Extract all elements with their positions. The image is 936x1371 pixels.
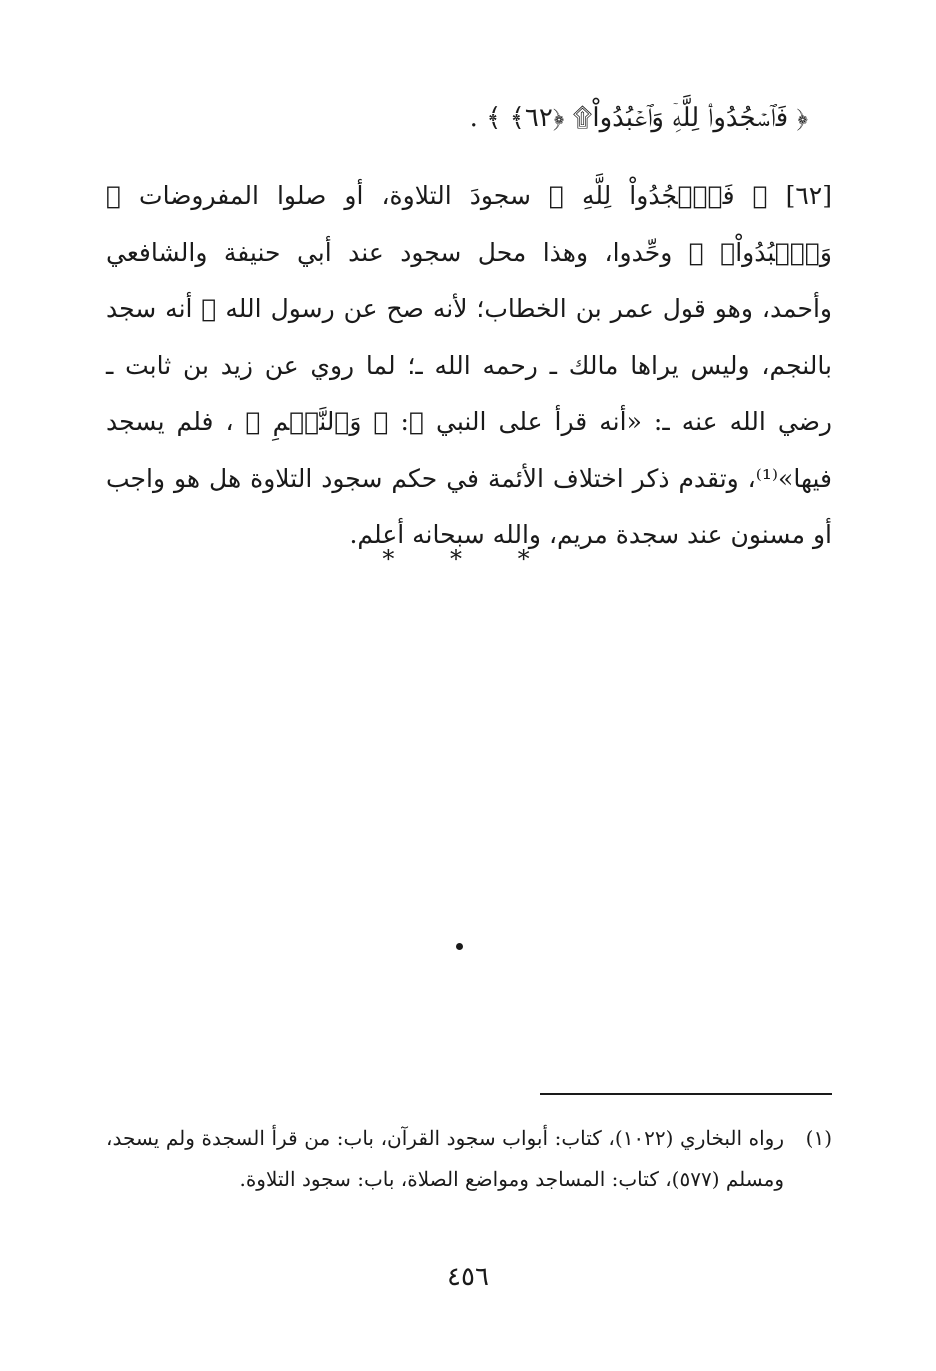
decorative-dot <box>456 943 463 950</box>
footnote-text: رواه البخاري (١٠٢٢)، كتاب: أبواب سجود القرآن، باب: من قرأ السجدة ولم يسجد، ومسلم (٥٧٧)، كتاب: المساجد ومواضع الصلاة، باب: سجود التلاوة. <box>106 1126 784 1191</box>
section-separator: * * * <box>382 545 554 573</box>
footnote <box>106 1118 832 1200</box>
page-number: ٤٥٦ <box>447 1262 489 1292</box>
commentary-paragraph: [٦٢] ﴿ فَٱسۡجُدُواْ لِلَّهِ ﴾ سجودَ التلاوة، أو صلوا المفروضات ﴿ وَٱعۡبُدُواْ۩ ﴾ وحِّدوا، وهذا محل سجود عند أبي حنيفة والشافعي وأحمد، وهو قول عمر بن الخطاب؛ لأنه صح عن رسول الله ﷺ أنه سجد بالنجم، وليس يراها مالك ـ رحمه الله ـ؛ لما روي عن زيد بن ثابت ـ رضي الله عنه ـ: «أنه قرأ على النبي ﷺ: ﴿ وَٱلنَّجۡمِ ﴾ ، فلم يسجد فيها»⁽¹⁾، وتقدم ذكر اختلاف الأئمة في حكم سجود التلاوة هل هو واجب أو مسنون عند سجدة مريم، والله سبحانه أعلم. <box>106 181 832 549</box>
footnote-number: (١) <box>805 1126 832 1150</box>
footnote-divider <box>540 1093 832 1095</box>
quran-verse-line: ﴿ فَٱسۡجُدُواْۤ لِلَّهِۤ وَٱعۡبُدُواْ۩ ﴿٦٢﴾ ﴾ . <box>469 103 808 133</box>
